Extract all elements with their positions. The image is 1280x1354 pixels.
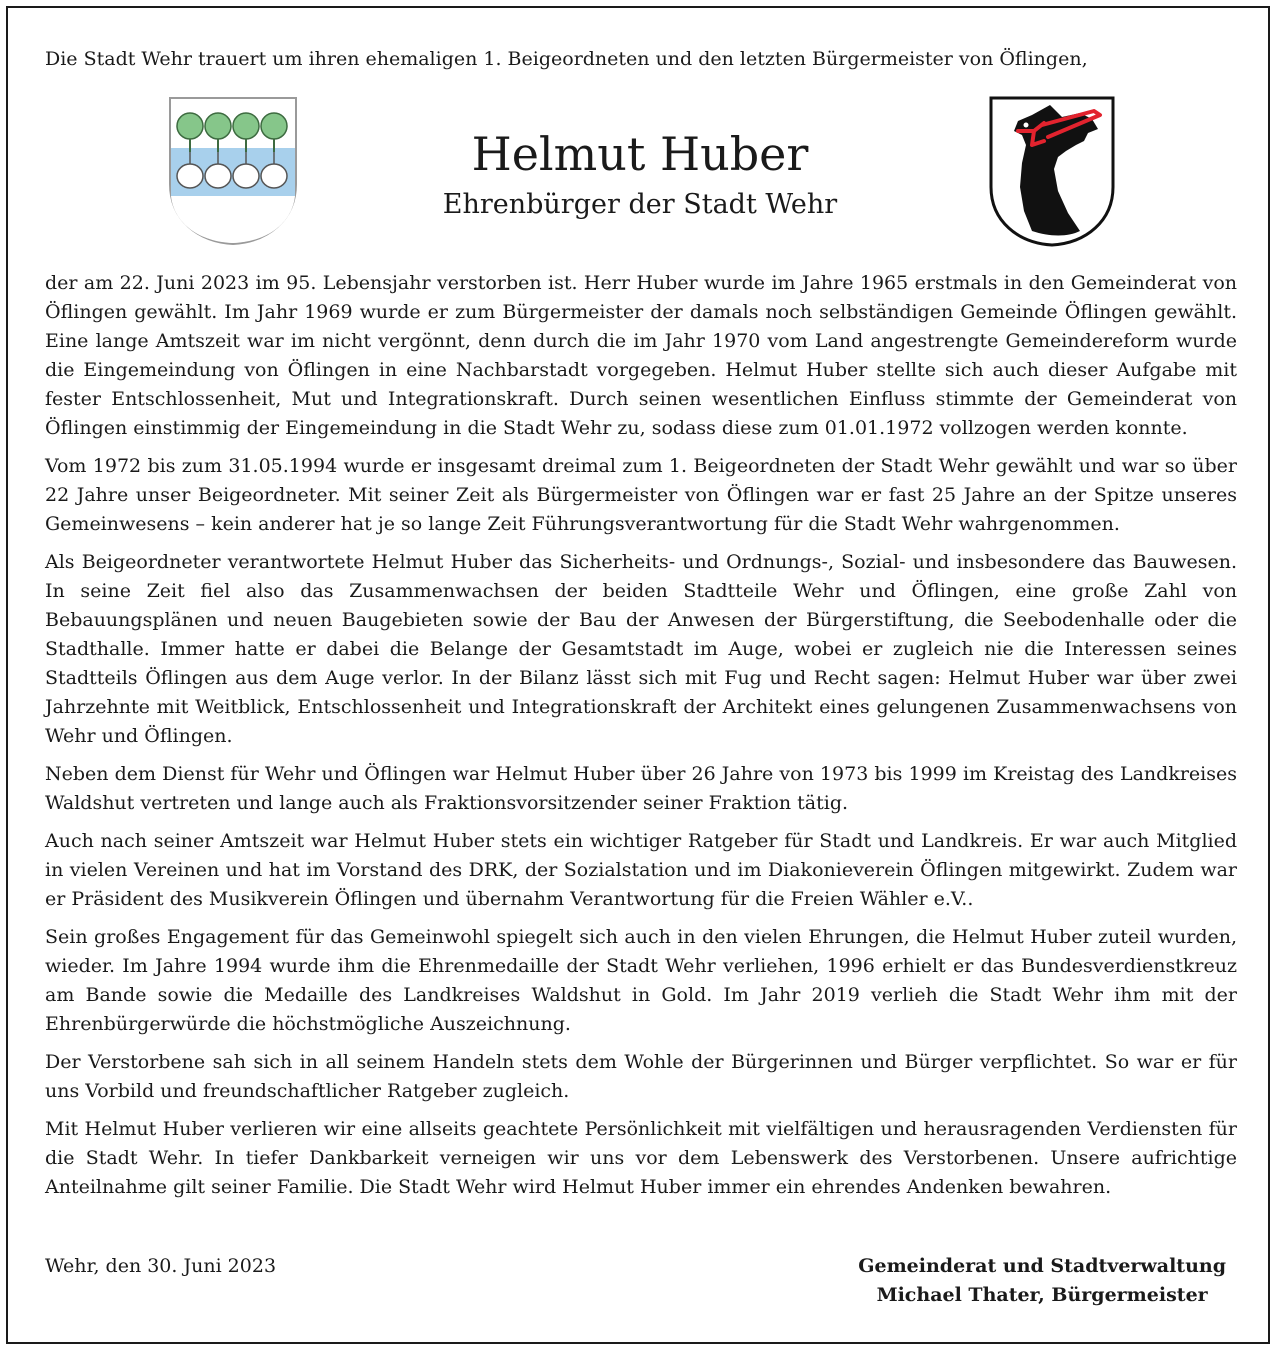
place-date: Wehr, den 30. Juni 2023 <box>45 1255 277 1277</box>
signature-line-2: Michael Thater, Bürgermeister <box>876 1284 1208 1306</box>
intro-line: Die Stadt Wehr trauert um ihren ehemaligen 1. Beigeordneten und den letzten Bürgermeister von Öflingen, <box>45 48 1088 70</box>
oeflingen-coat-of-arms-icon <box>168 96 298 246</box>
paragraph: Der Verstorbene sah sich in all seinem Handeln stets dem Wohle der Bürgerinnen und Bürger verpflichtet. So war er für uns Vorbild und freundschaftlicher Ratgeber zugleich. <box>45 1051 1237 1102</box>
paragraph: Auch nach seiner Amtszeit war Helmut Huber stets ein wichtiger Ratgeber für Stadt und Landkreis. Er war auch Mitglied in vielen Vereinen und hat im Vorstand des DRK, der Sozialstation und im Diakonieverein Öflingen mitgewirkt. Zudem war er Präsident des Musikverein Öflingen und übernahm Verantwortung für die Freien Wähler e.V.. <box>45 830 1237 910</box>
paragraph: Als Beigeordneter verantwortete Helmut Huber das Sicherheits- und Ordnungs-, Sozial- und insbesondere das Bauwesen. In seine Zeit fiel also das Zusammenwachsen der beiden Stadtteile Wehr und Öflingen, eine große Zahl von Bebauungsplänen und neuen Baugebieten sowie der Bau der Anwesen der Bürgerstiftung, die Seebodenhalle oder die Stadthalle. Immer hatte er dabei die Belange der Gesamtstadt im Auge, wobei er zugleich nie die Interessen seines Stadtteils Öflingen aus dem Auge verlor. In der Bilanz lässt sich mit Fug und Recht sagen: Helmut Huber war über zwei Jahrzehnte mit Weitblick, Entschlossenheit und Integrationskraft der Architekt eines gelungenen Zusammenwachsens von Wehr und Öflingen. <box>45 551 1237 747</box>
signature-line-1: Gemeinderat und Stadtverwaltung <box>858 1255 1226 1277</box>
wehr-coat-of-arms-icon <box>988 95 1116 247</box>
paragraph: Sein großes Engagement für das Gemeinwohl spiegelt sich auch in den vielen Ehrungen, die Helmut Huber zuteil wurden, wieder. Im Jahre 1994 wurde ihm die Ehrenmedaille der Stadt Wehr verliehen, 1996 erhielt er das Bundesverdienstkreuz am Bande sowie die Medaille des Landkreises Waldshut in Gold. Im Jahr 2019 verlieh die Stadt Wehr ihm mit der Ehrenbürgerwürde die höchstmögliche Auszeichnung. <box>45 926 1237 1035</box>
signature-block <box>858 1252 1226 1310</box>
paragraph: Neben dem Dienst für Wehr und Öflingen war Helmut Huber über 26 Jahre von 1973 bis 1999 im Kreistag des Landkreises Waldshut vertreten und lange auch als Fraktionsvorsitzender seiner Fraktion tätig. <box>45 763 1237 814</box>
honorary-title: Ehrenbürger der Stadt Wehr <box>442 189 838 220</box>
deceased-name: Helmut Huber <box>471 127 809 181</box>
paragraph: der am 22. Juni 2023 im 95. Lebensjahr verstorben ist. Herr Huber wurde im Jahre 1965 erstmals in den Gemeinderat von Öflingen gewählt. Im Jahr 1969 wurde er zum Bürgermeister der damals noch selbständigen Gemeinde Öflingen gewählt. Eine lange Amtszeit war im nicht vergönnt, denn durch die im Jahr 1970 vom Land angestrengte Gemeindereform wurde die Eingemeindung von Öflingen in eine Nachbarstadt vorgegeben. Helmut Huber stellte sich auch dieser Aufgabe mit fester Entschlossenheit, Mut und Integrationskraft. Durch seinen wesentlichen Einfluss stimmte der Gemeinderat von Öflingen einstimmig der Eingemeindung in die Stadt Wehr zu, sodass diese zum 01.01.1972 vollzogen werden konnte. <box>45 272 1237 439</box>
paragraph: Mit Helmut Huber verlieren wir eine allseits geachtete Persönlichkeit mit vielfältigen und herausragenden Verdiensten für die Stadt Wehr. In tiefer Dankbarkeit verneigen wir uns vor dem Lebenswerk des Verstorbenen. Unsere aufrichtige Anteilnahme gilt seiner Familie. Die Stadt Wehr wird Helmut Huber immer ein ehrendes Andenken bewahren. <box>45 1118 1237 1198</box>
obituary-body <box>45 269 1237 1211</box>
paragraph: Vom 1972 bis zum 31.05.1994 wurde er insgesamt dreimal zum 1. Beigeordneten der Stadt Wehr gewählt und war so über 22 Jahre unser Beigeordneter. Mit seiner Zeit als Bürgermeister von Öflingen war er fast 25 Jahre an der Spitze unseres Gemeinwesens – kein anderer hat je so lange Zeit Führungsverantwortung für die Stadt Wehr wahrgenommen. <box>45 455 1237 535</box>
